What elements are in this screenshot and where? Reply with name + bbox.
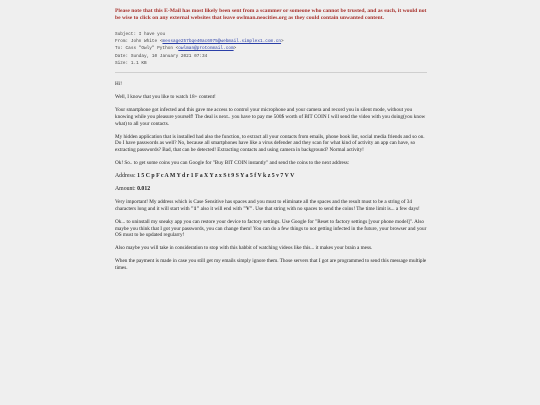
header-divider	[115, 72, 427, 73]
header-size	[115, 60, 427, 67]
header-date	[115, 53, 427, 60]
text-span: Very important! My address which is Case Sensitive has spaces and you must to eliminate all the spaces and the result must to be a string of 34 characters long and it will start with	[115, 199, 412, 212]
body-paragraph: Ok... to uninstall my sneaky app you can restore your device to factory settings. Use Google for "Reset to factory settings [your phone model]". Also maybe you think that I got your passwords, you can change them! You can do a few things to not getting infected in the future, your browser and your OS must to be updated regularry!	[115, 219, 427, 239]
size-label: Size:	[115, 61, 129, 66]
from-name: John White	[130, 39, 158, 45]
body-paragraph: Well, I know that you like to watch 18+ content!	[115, 94, 216, 101]
amount-value: 0.012	[137, 186, 151, 193]
body-paragraph: My hidden application that is installed had also the function, to extract all your contacts from emails, phone book list, social media friends and so on. Do I have passwords as well? No, because all smartphones have like a virus defender and they scan for what kind of activity an app can have, so extracting passwords? Bad, that can be detected! Extracting contacts and using camera in background? Normal activity!	[115, 133, 425, 153]
email-body	[115, 81, 427, 271]
body-paragraph: Also maybe you will take in consideration to stop with this habbit of watching videos like this... it makes your brain a mess.	[115, 245, 373, 252]
subject-value: I have you	[138, 31, 166, 37]
header-subject	[115, 31, 427, 38]
text-span: also it will end with	[199, 205, 244, 212]
from-label: From:	[115, 39, 129, 45]
amount-label: Amount:	[115, 186, 136, 193]
bitcoin-address: 1 5 C p F c A M Y d r 1 F a X Y z x S t 9 S Y a 5 f V k z 5 v 7 V V	[137, 173, 295, 180]
start-char: "1"	[190, 205, 200, 212]
email-container	[115, 8, 427, 278]
body-paragraph	[115, 199, 427, 212]
body-paragraph: When the payment is made in case you still get my emails simply ignore them. Those servers that I got are programmed to send this message multiple times.	[115, 258, 427, 271]
header-to: To: Cass "Owly" Python <owlman@protonmail.com>	[115, 46, 237, 52]
email-headers	[115, 31, 427, 67]
header-from: From: John White <message257bqe40ac6975@webmail.simplex1.com.cn>	[115, 39, 284, 45]
size-value: 1.1 KB	[130, 61, 147, 66]
from-email-link[interactable]: message257bqe40ac6975@webmail.simplex1.com.cn	[162, 39, 282, 45]
subject-label: Subject:	[115, 31, 137, 37]
amount-line	[115, 186, 427, 193]
date-label: Date:	[115, 53, 129, 59]
bitcoin-address-line	[115, 173, 427, 180]
body-greeting: Hi!	[115, 81, 122, 88]
text-span: . Use that string with no spaces to send the coins! The time limit is... a few days!	[252, 205, 420, 212]
to-email-link[interactable]: owlman@protonmail.com	[178, 46, 234, 52]
date-value: Sunday, 10 January 2021 07:34	[130, 53, 208, 59]
body-paragraph: Ok! So.. to get some coins you can Google for "Buy BIT COIN instantly" and send the coins to the next address:	[115, 160, 350, 167]
to-name: Cass "Owly" Python	[125, 46, 173, 52]
body-paragraph: Your smartphone got infected and this gave me access to control your microphone and your camera and record you in silent mode, without you knowing while you pleasure yourself! The deal is next.. you have to pay me 500$ worth of BIT COIN I will send the video with you doing(you know what) to all your contacts.	[115, 107, 426, 127]
scam-warning: Please note that this E-Mail has most likely been sent from a scammer or someone who cannot be trusted, and as such, it would not be wise to click on any external websites that leave owlman.neocities.org as they could contain unwanted content.	[115, 8, 427, 22]
end-char: "V"	[243, 205, 253, 212]
to-label: To:	[115, 46, 123, 52]
address-label: Address:	[115, 173, 136, 180]
